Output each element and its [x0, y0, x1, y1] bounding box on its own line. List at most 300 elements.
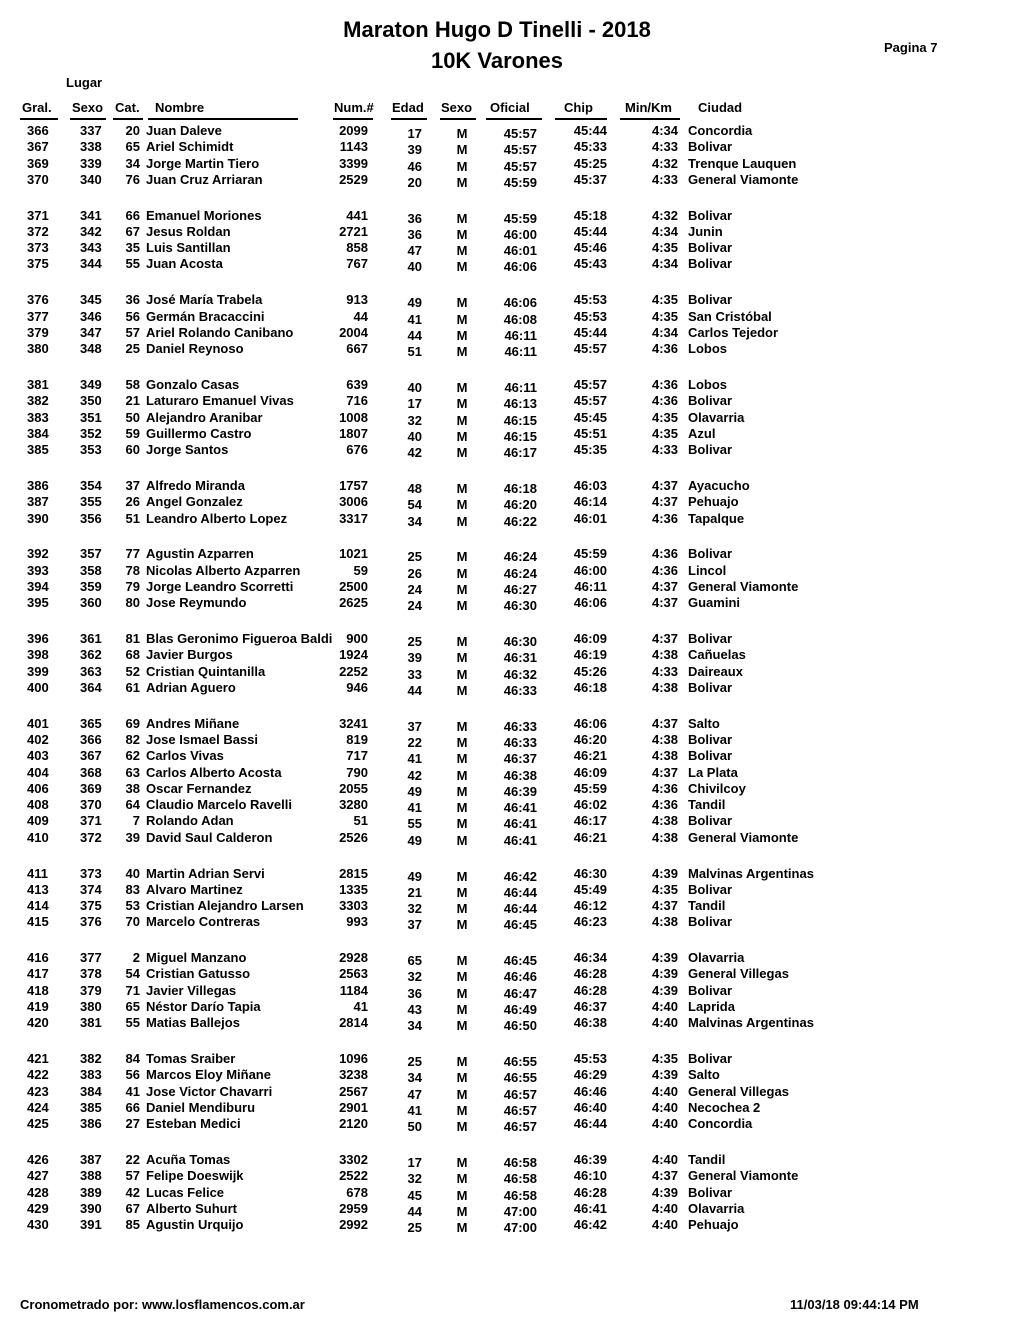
- cell-gral: 423: [27, 1083, 49, 1099]
- cell-num: 3317: [339, 510, 368, 526]
- cell-ciudad: General Villegas: [688, 1083, 789, 1099]
- cell-num: 2522: [339, 1168, 368, 1184]
- cell-gral: 409: [27, 813, 49, 829]
- cell-nombre: Jesus Roldan: [146, 223, 231, 239]
- cell-chip: 46:12: [573, 898, 607, 913]
- cell-chip: 46:23: [573, 914, 607, 930]
- cell-edad: 45: [407, 1187, 422, 1203]
- cell-nombre: Marcos Eloy Miñane: [146, 1067, 271, 1083]
- cell-nombre: Cristian Alejandro Larsen: [146, 898, 304, 913]
- table-row: [0, 325, 1024, 341]
- cell-chip: 45:59: [573, 780, 607, 796]
- cell-gral: 393: [27, 562, 49, 578]
- cell-edad: 55: [407, 816, 422, 832]
- cell-sexo: M: [456, 396, 468, 412]
- cell-nombre: Claudio Marcelo Ravelli: [146, 797, 292, 813]
- cell-edad: 17: [407, 1155, 422, 1171]
- cell-num: 858: [346, 240, 368, 256]
- cell-sexo: M: [456, 800, 468, 816]
- cell-minkm: 4:36: [651, 377, 678, 393]
- cell-oficial: 46:50: [503, 1018, 537, 1034]
- cell-edad: 51: [407, 344, 422, 360]
- cell-num: 2252: [339, 663, 368, 679]
- cell-ciudad: Bolivar: [688, 982, 733, 998]
- cell-sexo: M: [456, 1054, 468, 1070]
- cell-ciudad: Ayacucho: [688, 478, 750, 493]
- cell-sexo-place: 383: [80, 1067, 102, 1083]
- cell-chip: 46:28: [573, 966, 607, 982]
- cell-minkm: 4:38: [651, 647, 678, 663]
- cell-oficial: 46:41: [503, 816, 537, 832]
- cell-oficial: 46:33: [503, 718, 537, 734]
- cell-sexo: M: [456, 581, 468, 597]
- cell-edad: 47: [407, 1086, 422, 1102]
- cell-ciudad: Bolivar: [688, 256, 733, 272]
- cell-ciudad: Lobos: [688, 341, 727, 357]
- table-row: [0, 494, 1024, 513]
- cell-cat: 51: [125, 510, 140, 526]
- cell-oficial: 46:38: [503, 767, 537, 783]
- table-row: [0, 1217, 1024, 1236]
- cell-cat: 81: [125, 631, 140, 647]
- cell-cat: 36: [125, 292, 140, 308]
- cell-nombre: Jose Reymundo: [146, 595, 247, 611]
- cell-num: 1184: [339, 982, 368, 998]
- cell-minkm: 4:37: [651, 715, 678, 731]
- cell-cat: 68: [125, 647, 140, 663]
- cell-nombre: Gonzalo Casas: [146, 377, 240, 393]
- header-underline: [620, 118, 680, 120]
- cell-ciudad: Junin: [688, 223, 723, 239]
- cell-chip: 45:57: [573, 393, 607, 409]
- cell-num: 59: [353, 562, 368, 578]
- cell-cat: 70: [125, 914, 140, 930]
- cell-gral: 399: [27, 663, 49, 679]
- table-row: [0, 631, 1024, 650]
- cell-minkm: 4:40: [651, 1152, 678, 1168]
- cell-edad: 65: [407, 953, 422, 969]
- cell-edad: 41: [407, 800, 422, 816]
- cell-edad: 42: [407, 767, 422, 783]
- cell-nombre: Germán Bracaccini: [146, 308, 265, 324]
- cell-nombre: Miguel Manzano: [146, 950, 247, 966]
- cell-minkm: 4:34: [651, 256, 678, 272]
- cell-chip: 46:18: [573, 679, 607, 695]
- cell-num: 2901: [339, 1099, 368, 1115]
- cell-cat: 26: [125, 494, 140, 510]
- cell-gral: 375: [27, 256, 49, 272]
- cell-nombre: Leandro Alberto Lopez: [146, 510, 288, 526]
- cell-sexo-place: 353: [80, 442, 102, 458]
- cell-sexo-place: 364: [80, 679, 102, 695]
- cell-oficial: 46:15: [503, 412, 537, 428]
- cell-cat: 63: [125, 764, 140, 780]
- table-row: [0, 208, 1024, 224]
- cell-gral: 373: [27, 240, 49, 256]
- cell-gral: 428: [27, 1184, 49, 1200]
- cell-sexo: M: [456, 953, 468, 969]
- cell-gral: 417: [27, 966, 49, 982]
- cell-sexo: M: [456, 832, 468, 848]
- cell-minkm: 4:40: [651, 1116, 678, 1132]
- table-row: [0, 442, 1024, 461]
- cell-nombre: Jorge Martin Tiero: [146, 155, 260, 171]
- cell-nombre: Alberto Suhurt: [146, 1200, 237, 1216]
- cell-num: 2721: [339, 223, 368, 239]
- cell-sexo: M: [456, 549, 468, 565]
- cell-edad: 37: [407, 917, 422, 933]
- cell-sexo: M: [456, 210, 468, 226]
- cell-oficial: 46:39: [503, 783, 537, 799]
- cell-ciudad: Bolivar: [688, 1051, 733, 1067]
- cell-ciudad: Bolivar: [688, 240, 733, 256]
- cell-sexo-place: 360: [80, 595, 102, 611]
- cell-gral: 424: [27, 1099, 49, 1115]
- cell-cat: 27: [125, 1116, 140, 1132]
- cell-oficial: 46:13: [503, 396, 537, 412]
- cell-num: 2563: [339, 966, 368, 982]
- cell-ciudad: San Cristóbal: [688, 308, 772, 324]
- cell-nombre: Martin Adrian Servi: [146, 865, 265, 881]
- cell-minkm: 4:40: [651, 1015, 678, 1031]
- cell-nombre: Acuña Tomas: [146, 1152, 231, 1168]
- cell-ciudad: Tandil: [688, 797, 726, 813]
- cell-num: 2815: [339, 865, 368, 881]
- cell-ciudad: Salto: [688, 715, 720, 731]
- cell-oficial: 46:11: [504, 380, 537, 396]
- cell-num: 913: [346, 292, 368, 308]
- cell-ciudad: General Viamonte: [688, 829, 799, 845]
- cell-sexo-place: 367: [80, 748, 102, 764]
- cell-cat: 7: [132, 813, 140, 829]
- table-row: [0, 292, 1024, 311]
- cell-minkm: 4:34: [651, 123, 678, 138]
- cell-sexo-place: 339: [80, 155, 102, 171]
- cell-num: 2500: [339, 578, 368, 594]
- cell-num: 676: [346, 442, 368, 458]
- cell-cat: 38: [125, 780, 140, 796]
- cell-chip: 46:41: [573, 1200, 607, 1216]
- cell-minkm: 4:33: [651, 139, 678, 155]
- cell-sexo: M: [456, 650, 468, 666]
- cell-sexo-place: 341: [80, 207, 102, 223]
- cell-gral: 394: [27, 578, 49, 594]
- cell-ciudad: Azul: [688, 425, 716, 441]
- cell-cat: 84: [125, 1051, 140, 1067]
- cell-ciudad: Bolivar: [688, 442, 733, 458]
- cell-sexo-place: 386: [80, 1116, 102, 1132]
- cell-cat: 53: [125, 898, 140, 913]
- cell-ciudad: Lincol: [688, 562, 727, 578]
- cell-sexo: M: [456, 1203, 468, 1219]
- cell-sexo-place: 382: [80, 1051, 102, 1067]
- cell-minkm: 4:38: [651, 813, 678, 829]
- cell-nombre: Juan Cruz Arriaran: [146, 171, 263, 187]
- cell-gral: 401: [27, 715, 49, 731]
- cell-gral: 372: [27, 223, 49, 239]
- cell-sexo: M: [456, 513, 468, 529]
- table-row: [0, 341, 1024, 360]
- cell-nombre: Jorge Santos: [146, 442, 229, 458]
- header-underline: [555, 118, 607, 120]
- cell-oficial: 46:00: [503, 226, 537, 242]
- cell-chip: 45:25: [573, 155, 607, 171]
- cell-oficial: 46:47: [503, 985, 537, 1001]
- cell-oficial: 46:57: [503, 1086, 537, 1102]
- cell-minkm: 4:39: [651, 1184, 678, 1200]
- cell-ciudad: Pehuajo: [688, 494, 739, 510]
- cell-cat: 34: [125, 155, 140, 171]
- cell-sexo-place: 388: [80, 1168, 102, 1184]
- cell-num: 2055: [339, 780, 368, 796]
- cell-ciudad: General Villegas: [688, 966, 789, 982]
- cell-gral: 430: [27, 1217, 49, 1233]
- cell-chip: 46:42: [573, 1217, 607, 1233]
- cell-cat: 71: [125, 982, 140, 998]
- cell-minkm: 4:35: [651, 425, 678, 441]
- table-row: [0, 595, 1024, 614]
- table-row: [0, 914, 1024, 933]
- cell-chip: 46:44: [573, 1116, 607, 1132]
- cell-cat: 66: [125, 207, 140, 223]
- table-row: [0, 866, 1024, 882]
- cell-sexo: M: [456, 634, 468, 650]
- cell-oficial: 46:06: [503, 259, 537, 275]
- cell-minkm: 4:40: [651, 1099, 678, 1115]
- cell-cat: 79: [125, 578, 140, 594]
- cell-num: 2814: [339, 1015, 368, 1031]
- cell-sexo: M: [456, 481, 468, 496]
- cell-num: 3006: [339, 494, 368, 510]
- cell-cat: 25: [125, 341, 140, 357]
- cell-edad: 54: [407, 497, 422, 513]
- cell-cat: 78: [125, 562, 140, 578]
- cell-num: 2526: [339, 829, 368, 845]
- cell-nombre: Ariel Schimidt: [146, 139, 234, 155]
- cell-nombre: Ariel Rolando Canibano: [146, 324, 294, 340]
- cell-oficial: 46:42: [503, 868, 537, 884]
- cell-ciudad: Salto: [688, 1067, 720, 1083]
- cell-gral: 390: [27, 510, 49, 526]
- cell-nombre: Néstor Darío Tapia: [146, 998, 261, 1014]
- cell-oficial: 46:55: [503, 1070, 537, 1086]
- table-row: [0, 172, 1024, 188]
- cell-sexo: M: [456, 445, 468, 461]
- table-row: [0, 224, 1024, 240]
- cell-edad: 17: [407, 126, 422, 141]
- cell-sexo-place: 376: [80, 914, 102, 930]
- cell-edad: 41: [407, 311, 422, 327]
- cell-oficial: 46:33: [503, 735, 537, 751]
- cell-nombre: Alejandro Aranibar: [146, 409, 263, 425]
- cell-num: 790: [346, 764, 368, 780]
- cell-edad: 36: [407, 226, 422, 242]
- cell-edad: 24: [407, 598, 422, 614]
- cell-oficial: 46:22: [503, 513, 537, 529]
- document-subtitle: 10K Varones: [430, 48, 564, 73]
- cell-chip: 45:44: [573, 123, 607, 138]
- cell-gral: 421: [27, 1051, 49, 1067]
- cell-edad: 32: [407, 969, 422, 985]
- cell-ciudad: General Viamonte: [688, 1168, 799, 1184]
- cell-cat: 52: [125, 663, 140, 679]
- cell-minkm: 4:33: [651, 171, 678, 187]
- cell-edad: 44: [407, 1203, 422, 1219]
- cell-sexo-place: 365: [80, 715, 102, 731]
- cell-minkm: 4:36: [651, 780, 678, 796]
- cell-ciudad: La Plata: [688, 764, 738, 780]
- cell-edad: 32: [407, 1171, 422, 1187]
- cell-gral: 400: [27, 679, 49, 695]
- cell-chip: 46:34: [573, 950, 607, 966]
- cell-nombre: Angel Gonzalez: [146, 494, 243, 510]
- cell-chip: 46:39: [573, 1152, 607, 1168]
- cell-num: 2529: [339, 171, 368, 187]
- cell-num: 717: [346, 748, 368, 764]
- cell-chip: 46:17: [573, 813, 607, 829]
- cell-sexo: M: [456, 985, 468, 1001]
- col-header-nombre: Nombre: [155, 100, 205, 115]
- cell-sexo-place: 363: [80, 663, 102, 679]
- table-row: [0, 256, 1024, 275]
- cell-sexo: M: [456, 174, 468, 190]
- table-row: [0, 1067, 1024, 1086]
- cell-num: 1335: [339, 881, 368, 897]
- cell-num: 41: [353, 998, 368, 1014]
- cell-oficial: 46:41: [503, 832, 537, 848]
- cell-nombre: Jose Victor Chavarri: [146, 1083, 273, 1099]
- cell-edad: 22: [407, 735, 422, 751]
- cell-sexo-place: 356: [80, 510, 102, 526]
- cell-oficial: 45:57: [503, 158, 537, 174]
- cell-ciudad: Olavarria: [688, 950, 745, 966]
- cell-num: 1008: [339, 409, 368, 425]
- cell-chip: 45:46: [573, 240, 607, 256]
- cell-edad: 20: [407, 174, 422, 190]
- cell-chip: 46:21: [573, 829, 607, 845]
- cell-sexo-place: 343: [80, 240, 102, 256]
- cell-ciudad: Carlos Tejedor: [688, 324, 779, 340]
- cell-nombre: Esteban Medici: [146, 1116, 241, 1132]
- table-row: [0, 732, 1024, 751]
- cell-num: 2959: [339, 1200, 368, 1216]
- header-underline: [486, 118, 542, 120]
- cell-minkm: 4:35: [651, 881, 678, 897]
- cell-sexo: M: [456, 1086, 468, 1102]
- cell-cat: 21: [125, 393, 140, 409]
- cell-ciudad: Concordia: [688, 1116, 753, 1132]
- col-header-gral: Gral.: [22, 100, 52, 115]
- cell-edad: 26: [407, 565, 422, 581]
- table-row: [0, 1168, 1024, 1187]
- cell-nombre: Alfredo Miranda: [146, 478, 245, 493]
- cell-gral: 371: [27, 207, 49, 223]
- cell-gral: 413: [27, 881, 49, 897]
- cell-sexo: M: [456, 142, 468, 158]
- cell-sexo-place: 361: [80, 631, 102, 647]
- cell-chip: 45:57: [573, 341, 607, 357]
- cell-num: 678: [346, 1184, 368, 1200]
- cell-ciudad: Tandil: [688, 1152, 726, 1168]
- cell-oficial: 46:37: [503, 751, 537, 767]
- cell-gral: 381: [27, 377, 49, 393]
- cell-num: 2928: [339, 950, 368, 966]
- cell-num: 819: [346, 732, 368, 748]
- cell-nombre: José María Trabela: [146, 292, 263, 308]
- cell-nombre: Oscar Fernandez: [146, 780, 252, 796]
- cell-chip: 46:00: [573, 562, 607, 578]
- cell-ciudad: Concordia: [688, 123, 753, 138]
- table-row: [0, 1084, 1024, 1100]
- cell-num: 2625: [339, 595, 368, 611]
- cell-cat: 57: [125, 1168, 140, 1184]
- cell-sexo-place: 348: [80, 341, 102, 357]
- cell-cat: 58: [125, 377, 140, 393]
- table-row: [0, 1152, 1024, 1171]
- table-row: [0, 882, 1024, 898]
- cell-ciudad: Bolivar: [688, 748, 733, 764]
- cell-oficial: 46:11: [504, 327, 537, 343]
- cell-edad: 36: [407, 210, 422, 226]
- col-header-num: Num.#: [334, 100, 374, 115]
- cell-minkm: 4:40: [651, 1217, 678, 1233]
- table-row: [0, 1015, 1024, 1034]
- cell-ciudad: Trenque Lauquen: [688, 155, 797, 171]
- cell-ciudad: Malvinas Argentinas: [688, 1015, 814, 1031]
- cell-ciudad: Bolivar: [688, 546, 733, 562]
- cell-sexo: M: [456, 969, 468, 985]
- cell-minkm: 4:38: [651, 748, 678, 764]
- cell-gral: 406: [27, 780, 49, 796]
- header-underline: [70, 118, 106, 120]
- cell-ciudad: General Viamonte: [688, 578, 799, 594]
- cell-ciudad: General Viamonte: [688, 171, 799, 187]
- col-header-sexo-place: Sexo: [72, 100, 104, 115]
- cell-oficial: 46:33: [503, 682, 537, 698]
- cell-edad: 34: [407, 1070, 422, 1086]
- cell-gral: 387: [27, 494, 49, 510]
- cell-minkm: 4:39: [651, 950, 678, 966]
- cell-sexo-place: 340: [80, 171, 102, 187]
- cell-oficial: 46:49: [503, 1001, 537, 1017]
- cell-sexo-place: 368: [80, 764, 102, 780]
- cell-ciudad: Bolivar: [688, 393, 733, 409]
- cell-minkm: 4:38: [651, 732, 678, 748]
- cell-chip: 46:06: [573, 595, 607, 611]
- cell-num: 2004: [339, 324, 368, 340]
- cell-gral: 385: [27, 442, 49, 458]
- cell-edad: 42: [407, 445, 422, 461]
- cell-edad: 50: [407, 1119, 422, 1135]
- cell-sexo: M: [456, 226, 468, 242]
- cell-gral: 383: [27, 409, 49, 425]
- cell-ciudad: Bolivar: [688, 207, 733, 223]
- cell-cat: 83: [125, 881, 140, 897]
- cell-ciudad: Bolivar: [688, 732, 733, 748]
- footer-timing-credit: Cronometrado por: www.losflamencos.com.ar: [20, 1297, 305, 1312]
- footer-timestamp: 11/03/18 09:44:14 PM: [790, 1297, 919, 1312]
- cell-oficial: 46:06: [503, 295, 537, 311]
- cell-num: 3241: [339, 715, 368, 731]
- col-header-sexo: Sexo: [441, 100, 473, 115]
- cell-num: 1143: [339, 139, 368, 155]
- cell-sexo: M: [456, 1220, 468, 1236]
- col-header-edad: Edad: [392, 100, 424, 115]
- cell-num: 51: [353, 813, 368, 829]
- cell-minkm: 4:39: [651, 1067, 678, 1083]
- cell-minkm: 4:37: [651, 764, 678, 780]
- cell-nombre: Andres Miñane: [146, 715, 240, 731]
